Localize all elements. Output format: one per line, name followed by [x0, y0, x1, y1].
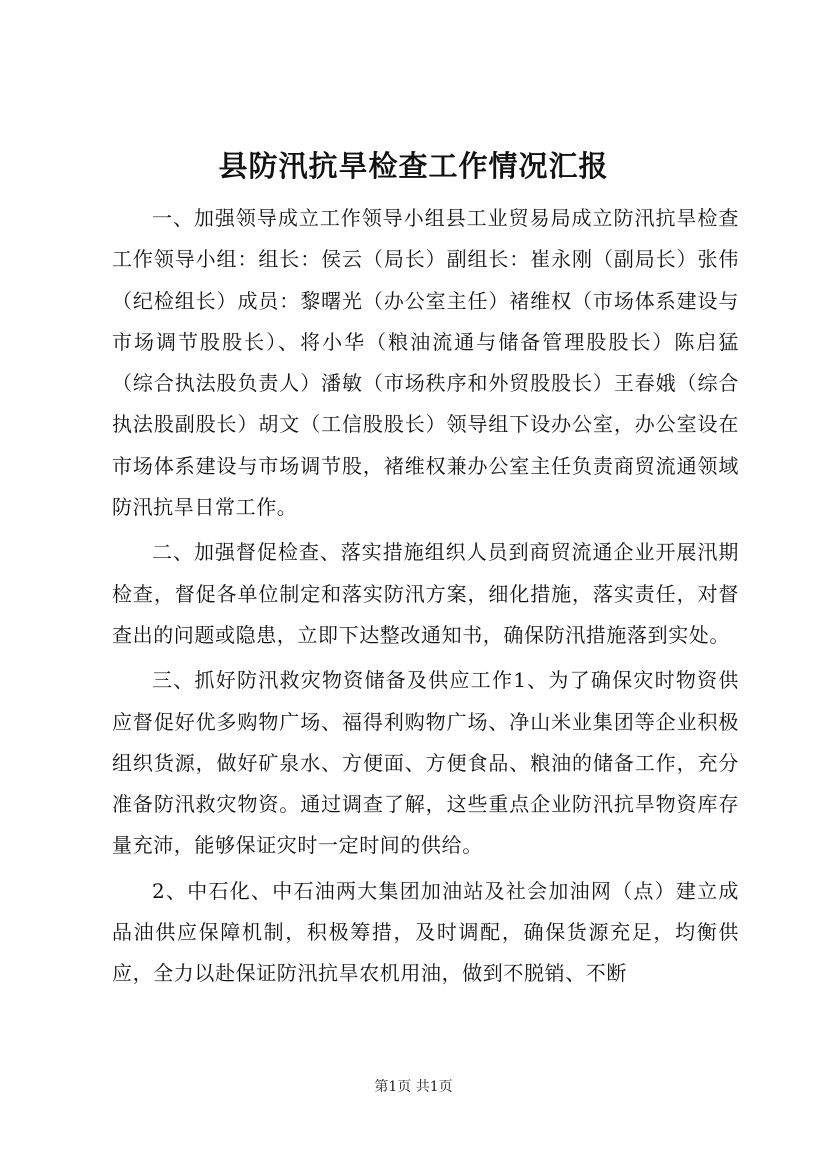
page-number: 第1页 共1页: [374, 1079, 453, 1095]
paragraph-3: 三、抓好防汛救灾物资储备及供应工作1、为了确保灾时物资供应督促好优多购物广场、福得利购物广场、净山米业集团等企业积极组织货源，做好矿泉水、方便面、方便食品、粮油的储备工作，充分准备防汛救灾物资。通过调查了解，这些重点企业防汛抗旱物资库存量充沛，能够保证灾时一定时间的供给。: [112, 668, 739, 858]
paragraph-2: 二、加强督促检查、落实措施组织人员到商贸流通企业开展汛期检查，督促各单位制定和落实防汛方案，细化措施，落实责任，对督查出的问题或隐患，立即下达整改通知书，确保防汛措施落到实处。: [112, 540, 739, 647]
paragraph-4: 2、中石化、中石油两大集团加油站及社会加油网（点）建立成品油供应保障机制，积极筹措，及时调配，确保货源充足，均衡供应，全力以赴保证防汛抗旱农机用油，做到不脱销、不断: [112, 878, 739, 986]
paragraph-1: 一、加强领导成立工作领导小组县工业贸易局成立防汛抗旱检查工作领导小组：组长：侯云（局长）副组长：崔永刚（副局长）张伟（纪检组长）成员：黎曙光（办公室主任）褚维权（市场体系建设与市场调节股股长）、将小华（粮油流通与储备管理股股长）陈启猛（综合执法股负责人）潘敏（市场秩序和外贸股股长）王春娥（综合执法股副股长）胡文（工信股股长）领导组下设办公室，办公室设在市场体系建设与市场调节股，褚维权兼办公室主任负责商贸流通领域防汛抗旱日常工作。: [112, 206, 739, 520]
document-body: [112, 198, 739, 999]
document-title: 县防汛抗旱检查工作情况汇报: [218, 149, 609, 183]
